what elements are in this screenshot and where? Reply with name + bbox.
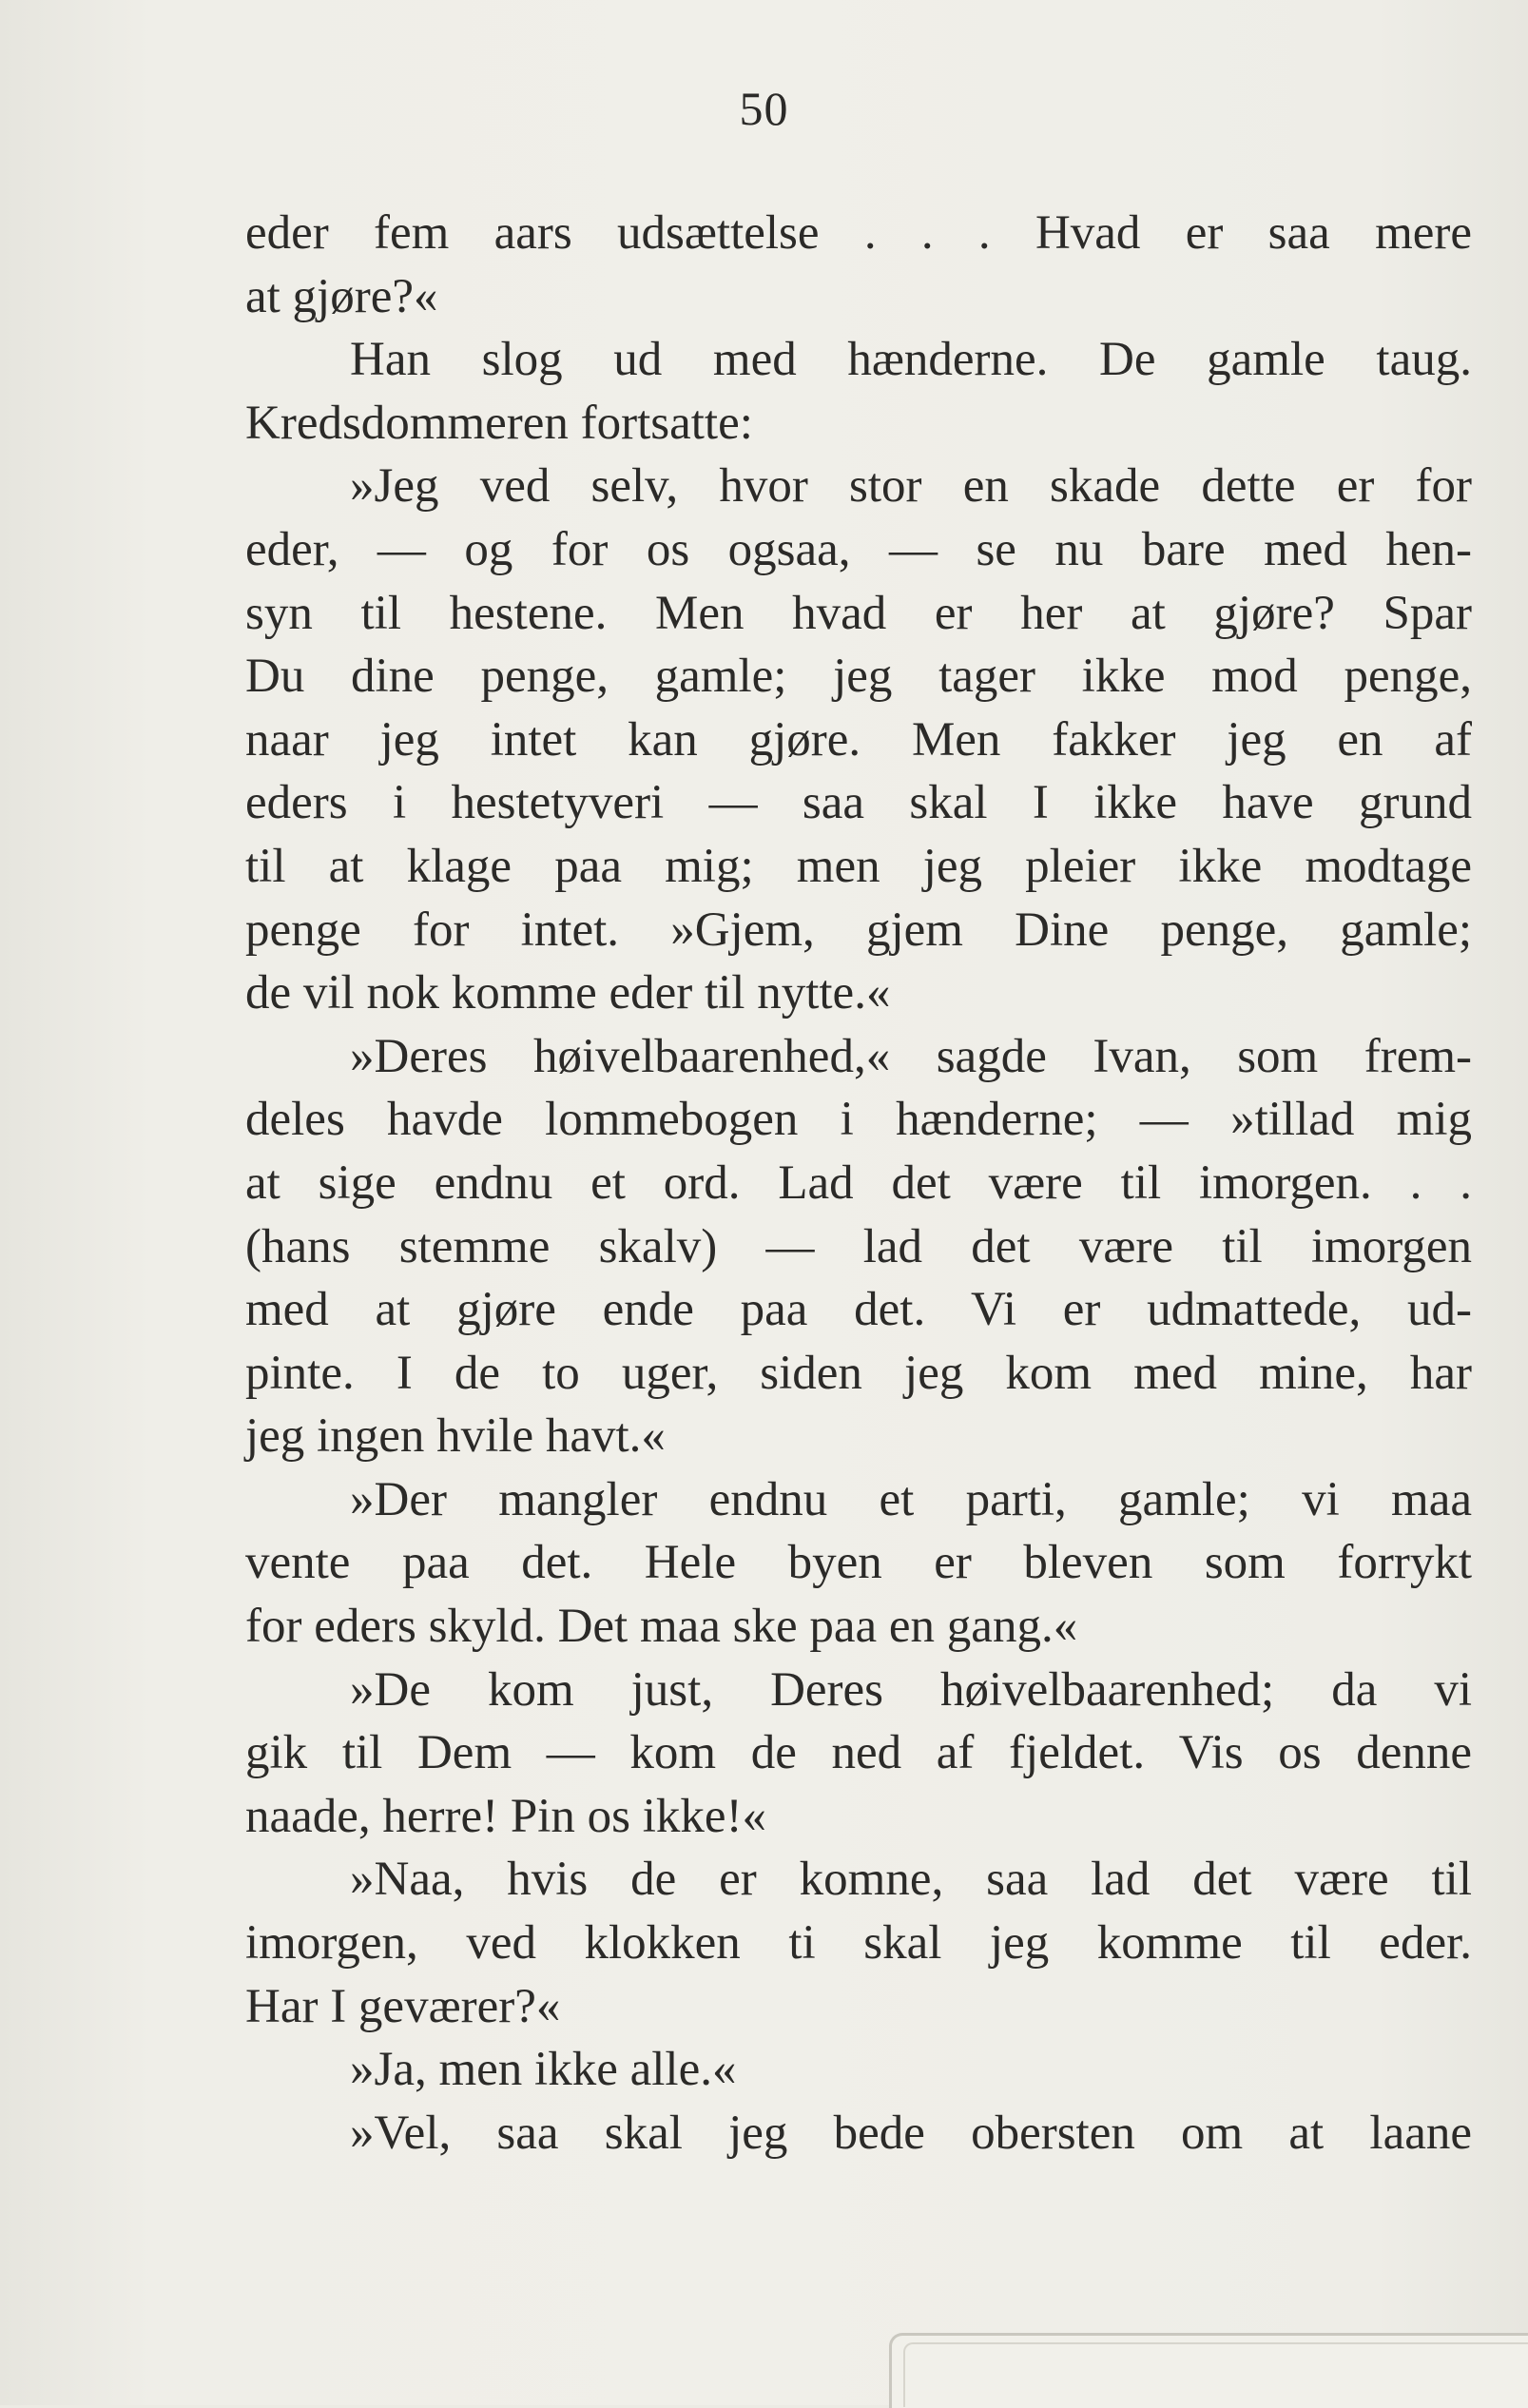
text-line: »Jeg ved selv, hvor stor en skade dette er for — [350, 459, 1472, 514]
text-line: »Der mangler endnu et parti, gamle; vi maa — [350, 1472, 1472, 1526]
text-line: jeg ingen hvile havt.« — [245, 1409, 666, 1464]
text-line: penge for intet. »Gjem, gjem Dine penge, gamle; — [245, 903, 1472, 957]
text-line: deles havde lommebogen i hænderne; — »tillad mig — [245, 1093, 1472, 1147]
text-line: til at klage paa mig; men jeg pleier ikke modtage — [245, 839, 1472, 893]
text-line: de vil nok komme eder til nytte.« — [245, 966, 891, 1020]
text-line: pinte. I de to uger, siden jeg kom med mine, har — [245, 1346, 1472, 1400]
text-line: »Naa, hvis de er komne, saa lad det være til — [350, 1853, 1472, 1907]
text-line: »Deres høivelbaarenhed,« sagde Ivan, som frem- — [350, 1029, 1472, 1083]
text-line: imorgen, ved klokken ti skal jeg komme til eder. — [245, 1916, 1472, 1971]
text-line: at sige endnu et ord. Lad det være til imorgen. . . — [245, 1155, 1472, 1210]
text-line: Kredsdommeren fortsatte: — [245, 396, 753, 450]
text-line: »Vel, saa skal jeg bede obersten om at laane — [350, 2106, 1472, 2160]
inserted-card-inner-edge — [903, 2342, 1528, 2407]
text-line: naade, herre! Pin os ikke!« — [245, 1789, 767, 1843]
text-line: Du dine penge, gamle; jeg tager ikke mod penge, — [245, 650, 1472, 704]
text-line: (hans stemme skalv) — lad det være til imorgen — [245, 1219, 1472, 1273]
body-text — [245, 202, 1472, 2165]
text-line: »De kom just, Deres høivelbaarenhed; da vi — [350, 1662, 1472, 1717]
text-line: gik til Dem — kom de ned af fjeldet. Vis os denne — [245, 1726, 1472, 1780]
text-line: med at gjøre ende paa det. Vi er udmattede, ud- — [245, 1283, 1472, 1337]
text-line: at gjøre?« — [245, 269, 438, 323]
text-line: naar jeg intet kan gjøre. Men fakker jeg en af — [245, 712, 1472, 767]
text-line: eder fem aars udsættelse . . . Hvad er saa mere — [245, 206, 1472, 260]
text-line: syn til hestene. Men hvad er her at gjøre? Spar — [245, 586, 1472, 640]
text-line: vente paa det. Hele byen er bleven som forrykt — [245, 1536, 1472, 1590]
text-line: for eders skyld. Det maa ske paa en gang.« — [245, 1600, 1078, 1654]
text-line: Han slog ud med hænderne. De gamle taug. — [350, 333, 1472, 387]
text-line: eder, — og for os ogsaa, — se nu bare med hen- — [245, 522, 1472, 576]
text-line: »Ja, men ikke alle.« — [350, 2043, 737, 2097]
text-line: Har I geværer?« — [245, 1979, 561, 2033]
page-number: 50 — [739, 82, 789, 135]
text-line: eders i hestetyveri — saa skal I ikke have grund — [245, 776, 1472, 830]
